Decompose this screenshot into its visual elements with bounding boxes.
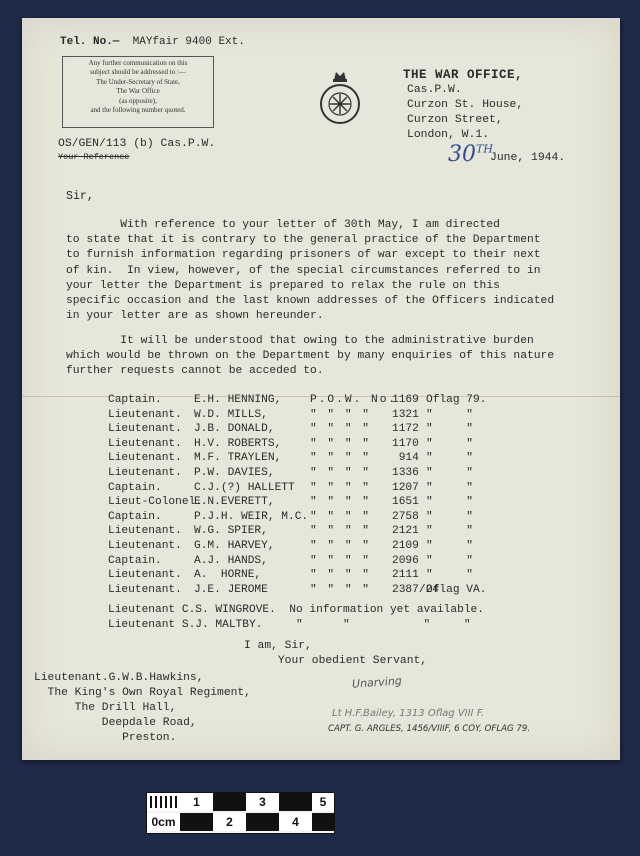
scale-block (312, 813, 334, 831)
prisoner-rank: Lieutenant. (108, 437, 182, 450)
prisoner-name: J.B. DONALD, (194, 423, 275, 436)
prisoner-pow-label: " " " " (310, 569, 371, 582)
prisoner-number: 1169 (392, 394, 419, 406)
handwritten-note-1: Lt H.F.Bailey, 1313 Oflag VIII F. (332, 708, 485, 719)
prisoner-name: C.J.(?) HALLETT (194, 481, 295, 494)
prisoner-name: H.V. ROBERTS, (194, 437, 282, 450)
closing-line: Your obedient Servant, (244, 655, 428, 667)
prisoner-rank: Lieutenant. (108, 452, 182, 465)
address-line: London, W.1. (407, 129, 490, 141)
prisoner-pow-label: " " " " (310, 554, 371, 567)
closing-line: I am, Sir, (244, 640, 312, 652)
prisoner-name: J.E. JEROME (194, 583, 268, 596)
scale-ticks (147, 793, 180, 811)
prisoner-pow-label: " " " " (310, 452, 371, 465)
scale-label: 2 (213, 813, 246, 831)
paragraph-line: With reference to your letter of 30th May, I am directed (66, 219, 500, 231)
office-title: THE WAR OFFICE, (403, 68, 524, 82)
signature: Unarving (351, 674, 403, 691)
date-suffix: TH (476, 142, 493, 156)
prisoner-camp: " " (426, 496, 473, 509)
prisoner-number: 2758 (392, 510, 419, 523)
scale-block (180, 813, 213, 831)
no-info-line: Lieutenant S.J. MALTBY. " " " " (108, 619, 471, 631)
date-day: 30 (448, 142, 476, 167)
typed-date: June, 1944. (490, 152, 566, 164)
prisoner-rank: Lieutenant. (108, 583, 182, 596)
notice-box (62, 56, 214, 128)
prisoner-pow-label: " " " " (310, 540, 371, 552)
prisoner-number: 2387/24 (392, 583, 439, 596)
no-info-line: Lieutenant C.S. WINGROVE. No information yet available. (108, 604, 484, 616)
prisoner-pow-label: " " " " (310, 496, 371, 509)
prisoner-camp: " " (426, 423, 473, 436)
prisoner-rank: Captain. (108, 554, 162, 567)
recipient-line: Deepdale Road, (34, 717, 197, 729)
address-line: Cas.P.W. (407, 84, 462, 96)
prisoner-rank: Captain. (108, 394, 162, 406)
paragraph-line: in your letter are as shown hereunder. (66, 310, 324, 323)
scale-label: 0cm (147, 813, 180, 831)
prisoner-pow-label: " " " " (310, 481, 371, 494)
prisoner-number: 1651 (392, 496, 419, 509)
scale-block (279, 793, 312, 811)
address-line: Curzon St. House, (407, 99, 524, 111)
notice-line: The War Office (116, 87, 160, 96)
prisoner-name: G.M. HARVEY, (194, 540, 275, 552)
prisoner-name: E.H. HENNING, (194, 394, 282, 406)
prisoner-name: E.N.EVERETT, (194, 496, 275, 509)
scale-label: 3 (246, 793, 279, 811)
prisoner-pow-label: " " " " (310, 437, 371, 450)
prisoner-number: 2111 (392, 569, 419, 582)
prisoner-number: 2121 (392, 525, 419, 538)
prisoner-number: 1207 (392, 481, 419, 494)
scale-label: 5 (312, 793, 334, 811)
prisoner-pow-label: " " " " (310, 423, 371, 436)
paragraph-1 (66, 218, 596, 324)
scale-label: 1 (180, 793, 213, 811)
scale-bar (146, 792, 335, 834)
letter-page (22, 18, 620, 760)
prisoner-camp: " " (426, 540, 473, 552)
paragraph-line: to furnish information regarding prisoners of war except to their next (66, 249, 541, 262)
prisoner-number: 2109 (392, 540, 419, 552)
prisoner-pow-label: " " " " (310, 510, 371, 523)
prisoner-rank: Captain. (108, 510, 162, 523)
address-line: Curzon Street, (407, 114, 503, 126)
prisoner-number: 1170 (392, 437, 419, 450)
prisoner-rank: Lieutenant. (108, 467, 182, 479)
prisoner-number: 1321 (392, 408, 419, 421)
tel-label: Tel. No.— (60, 36, 120, 48)
reference-number: OS/GEN/113 (b) Cas.P.W. (58, 138, 216, 150)
prisoner-name: A. HORNE, (194, 569, 262, 582)
prisoner-rank: Lieutenant. (108, 423, 182, 436)
paragraph-line: of kin. In view, however, of the special circumstances referred to in (66, 264, 541, 277)
prisoner-camp: " " (426, 452, 473, 465)
prisoner-name: M.F. TRAYLEN, (194, 452, 282, 465)
prisoner-pow-label: " " " " (310, 408, 371, 421)
prisoner-number: 1336 (392, 467, 419, 479)
prisoner-pow-label: " " " " (310, 583, 371, 596)
prisoner-camp: " " (426, 467, 473, 479)
prisoner-camp: Oflag VA. (426, 583, 487, 596)
prisoner-camp: " " (426, 569, 473, 582)
salutation: Sir, (66, 190, 94, 203)
paragraph-line: which would be thrown on the Department by many enquiries of this nature (66, 350, 555, 363)
your-reference: Your Reference (58, 152, 130, 162)
prisoner-camp: " " (426, 437, 473, 450)
tel-number: MAYfair 9400 Ext. (132, 36, 245, 48)
paragraph-line: to state that it is contrary to the general practice of the Department (66, 234, 541, 247)
prisoner-rank: Lieut-Colonel. (108, 496, 202, 509)
handwritten-note-2: CAPT. G. ARGLES, 1456/VIIIF, 6 COY, OFLAG 79. (328, 724, 531, 734)
prisoner-name: P.J.H. WEIR, M.C. (194, 510, 309, 523)
prisoner-rank: Captain. (108, 481, 162, 494)
prisoner-number: 914 (392, 452, 419, 465)
notice-line: and the following number quoted. (90, 106, 186, 115)
prisoner-pow-label: P.O.W. No. (310, 394, 398, 406)
prisoner-rank: Lieutenant. (108, 408, 182, 421)
prisoner-rank: Lieutenant. (108, 569, 182, 582)
prisoner-number: 1172 (392, 423, 419, 436)
prisoner-camp: " " (426, 525, 473, 538)
prisoner-camp: " " (426, 408, 473, 421)
scale-block (246, 813, 279, 831)
scale-ticks-icon (147, 793, 180, 811)
prisoner-rank: Lieutenant. (108, 525, 182, 538)
prisoner-pow-label: " " " " (310, 467, 371, 479)
prisoner-camp: " " (426, 481, 473, 494)
notice-line: (as opposite), (119, 96, 157, 105)
prisoner-camp: " " (426, 554, 473, 567)
paragraph-line: your letter the Department is prepared to relax the rule on this (66, 279, 500, 292)
prisoner-camp: " " (426, 510, 473, 523)
national-savings-crest-icon (318, 66, 362, 126)
paragraph-line: specific occasion and the last known addresses of the Officers indicated (66, 295, 555, 308)
paragraph-line: further requests cannot be acceded to. (66, 365, 324, 378)
notice-line: The Under-Secretary of State, (96, 77, 180, 86)
prisoner-name: A.J. HANDS, (194, 554, 268, 567)
recipient-line: The Drill Hall, (34, 702, 177, 714)
prisoner-name: P.W. DAVIES, (194, 467, 275, 479)
paragraph-line: It will be understood that owing to the administrative burden (66, 335, 534, 347)
prisoner-pow-label: " " " " (310, 525, 371, 538)
prisoner-name: W.G. SPIER, (194, 525, 268, 538)
notice-line: Any further communication on this (88, 59, 188, 67)
handwritten-date (448, 142, 493, 167)
scale-label: 4 (279, 813, 312, 831)
recipient-line: The King's Own Royal Regiment, (34, 687, 251, 699)
recipient-line: Preston. (34, 732, 177, 744)
paragraph-2 (66, 334, 596, 380)
notice-line: subject should be addressed to :— (90, 68, 186, 77)
prisoner-name: W.D. MILLS, (194, 408, 268, 421)
recipient-line: Lieutenant.G.W.B.Hawkins, (34, 672, 204, 684)
prisoner-camp: Oflag 79. (426, 394, 487, 406)
prisoner-rank: Lieutenant. (108, 540, 182, 552)
telephone-line (60, 36, 245, 48)
scale-block (213, 793, 246, 811)
prisoner-number: 2096 (392, 554, 419, 567)
